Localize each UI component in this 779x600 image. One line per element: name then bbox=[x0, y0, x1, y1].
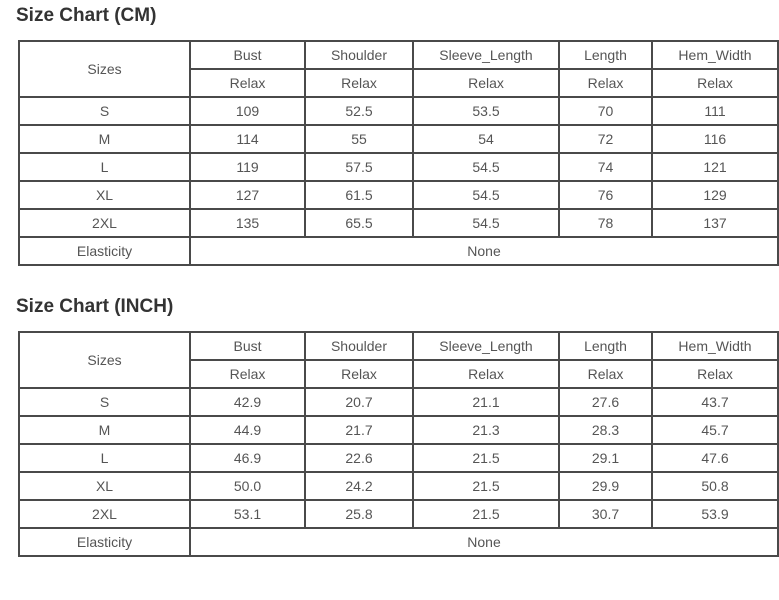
table-cell: 21.5 bbox=[413, 444, 559, 472]
column-header-hem-width: Hem_Width bbox=[652, 332, 778, 360]
table-row bbox=[19, 153, 778, 181]
subheader-fit: Relax bbox=[413, 360, 559, 388]
subheader-fit: Relax bbox=[305, 360, 413, 388]
table-cell: 24.2 bbox=[305, 472, 413, 500]
table-row bbox=[19, 125, 778, 153]
table-row bbox=[19, 388, 778, 416]
table-cell: 30.7 bbox=[559, 500, 652, 528]
elasticity-value: None bbox=[190, 237, 778, 265]
column-header-shoulder: Shoulder bbox=[305, 332, 413, 360]
table-cell: 42.9 bbox=[190, 388, 305, 416]
column-header-hem-width: Hem_Width bbox=[652, 41, 778, 69]
table-row bbox=[19, 181, 778, 209]
size-label: L bbox=[19, 153, 190, 181]
elasticity-label: Elasticity bbox=[19, 237, 190, 265]
table-cell: 21.7 bbox=[305, 416, 413, 444]
table-cell: 54.5 bbox=[413, 181, 559, 209]
subheader-fit: Relax bbox=[190, 69, 305, 97]
size-chart-inch bbox=[16, 295, 752, 557]
table-cell: 111 bbox=[652, 97, 778, 125]
table-cell: 22.6 bbox=[305, 444, 413, 472]
table-cell: 44.9 bbox=[190, 416, 305, 444]
column-header-length: Length bbox=[559, 41, 652, 69]
table-cell: 55 bbox=[305, 125, 413, 153]
size-label: 2XL bbox=[19, 500, 190, 528]
table-cell: 116 bbox=[652, 125, 778, 153]
table-row bbox=[19, 416, 778, 444]
size-label: S bbox=[19, 97, 190, 125]
size-label: M bbox=[19, 416, 190, 444]
size-label: M bbox=[19, 125, 190, 153]
elasticity-row bbox=[19, 237, 778, 265]
table-cell: 65.5 bbox=[305, 209, 413, 237]
size-label: 2XL bbox=[19, 209, 190, 237]
table-cell: 28.3 bbox=[559, 416, 652, 444]
table-cell: 45.7 bbox=[652, 416, 778, 444]
table-cell: 109 bbox=[190, 97, 305, 125]
table-cell: 54 bbox=[413, 125, 559, 153]
table-row bbox=[19, 209, 778, 237]
table-cell: 54.5 bbox=[413, 209, 559, 237]
size-label: S bbox=[19, 388, 190, 416]
size-label: L bbox=[19, 444, 190, 472]
column-header-bust: Bust bbox=[190, 332, 305, 360]
table-cell: 72 bbox=[559, 125, 652, 153]
table-cell: 61.5 bbox=[305, 181, 413, 209]
size-chart-cm bbox=[16, 4, 752, 266]
subheader-fit: Relax bbox=[652, 69, 778, 97]
table-cell: 21.5 bbox=[413, 500, 559, 528]
table-header-row bbox=[19, 332, 778, 360]
table-cell: 27.6 bbox=[559, 388, 652, 416]
table-cell: 50.0 bbox=[190, 472, 305, 500]
table-cell: 54.5 bbox=[413, 153, 559, 181]
table-cell: 43.7 bbox=[652, 388, 778, 416]
table-cell: 129 bbox=[652, 181, 778, 209]
elasticity-row bbox=[19, 528, 778, 556]
table-cell: 57.5 bbox=[305, 153, 413, 181]
size-table-inch bbox=[18, 331, 779, 557]
table-cell: 21.3 bbox=[413, 416, 559, 444]
table-cell: 29.1 bbox=[559, 444, 652, 472]
table-cell: 53.1 bbox=[190, 500, 305, 528]
size-label: XL bbox=[19, 181, 190, 209]
table-cell: 21.5 bbox=[413, 472, 559, 500]
table-cell: 135 bbox=[190, 209, 305, 237]
column-header-shoulder: Shoulder bbox=[305, 41, 413, 69]
table-cell: 46.9 bbox=[190, 444, 305, 472]
elasticity-label: Elasticity bbox=[19, 528, 190, 556]
table-cell: 50.8 bbox=[652, 472, 778, 500]
elasticity-value: None bbox=[190, 528, 778, 556]
column-header-bust: Bust bbox=[190, 41, 305, 69]
subheader-fit: Relax bbox=[559, 69, 652, 97]
subheader-fit: Relax bbox=[305, 69, 413, 97]
size-label: XL bbox=[19, 472, 190, 500]
column-header-sleeve-length: Sleeve_Length bbox=[413, 41, 559, 69]
subheader-fit: Relax bbox=[559, 360, 652, 388]
table-cell: 21.1 bbox=[413, 388, 559, 416]
table-cell: 29.9 bbox=[559, 472, 652, 500]
size-chart-inch-title: Size Chart (INCH) bbox=[16, 296, 174, 317]
sizes-header: Sizes bbox=[19, 332, 190, 388]
size-table-cm bbox=[18, 40, 779, 266]
table-cell: 74 bbox=[559, 153, 652, 181]
table-cell: 76 bbox=[559, 181, 652, 209]
table-cell: 25.8 bbox=[305, 500, 413, 528]
table-cell: 137 bbox=[652, 209, 778, 237]
subheader-fit: Relax bbox=[413, 69, 559, 97]
table-cell: 127 bbox=[190, 181, 305, 209]
table-cell: 119 bbox=[190, 153, 305, 181]
table-cell: 70 bbox=[559, 97, 652, 125]
table-row bbox=[19, 472, 778, 500]
table-row bbox=[19, 500, 778, 528]
table-cell: 52.5 bbox=[305, 97, 413, 125]
subheader-fit: Relax bbox=[190, 360, 305, 388]
column-header-sleeve-length: Sleeve_Length bbox=[413, 332, 559, 360]
table-cell: 53.9 bbox=[652, 500, 778, 528]
table-row bbox=[19, 97, 778, 125]
sizes-header: Sizes bbox=[19, 41, 190, 97]
table-cell: 121 bbox=[652, 153, 778, 181]
subheader-fit: Relax bbox=[652, 360, 778, 388]
column-header-length: Length bbox=[559, 332, 652, 360]
table-cell: 78 bbox=[559, 209, 652, 237]
table-header-row bbox=[19, 41, 778, 69]
table-cell: 53.5 bbox=[413, 97, 559, 125]
table-row bbox=[19, 444, 778, 472]
table-cell: 114 bbox=[190, 125, 305, 153]
table-cell: 20.7 bbox=[305, 388, 413, 416]
size-chart-cm-title: Size Chart (CM) bbox=[16, 5, 157, 26]
table-cell: 47.6 bbox=[652, 444, 778, 472]
